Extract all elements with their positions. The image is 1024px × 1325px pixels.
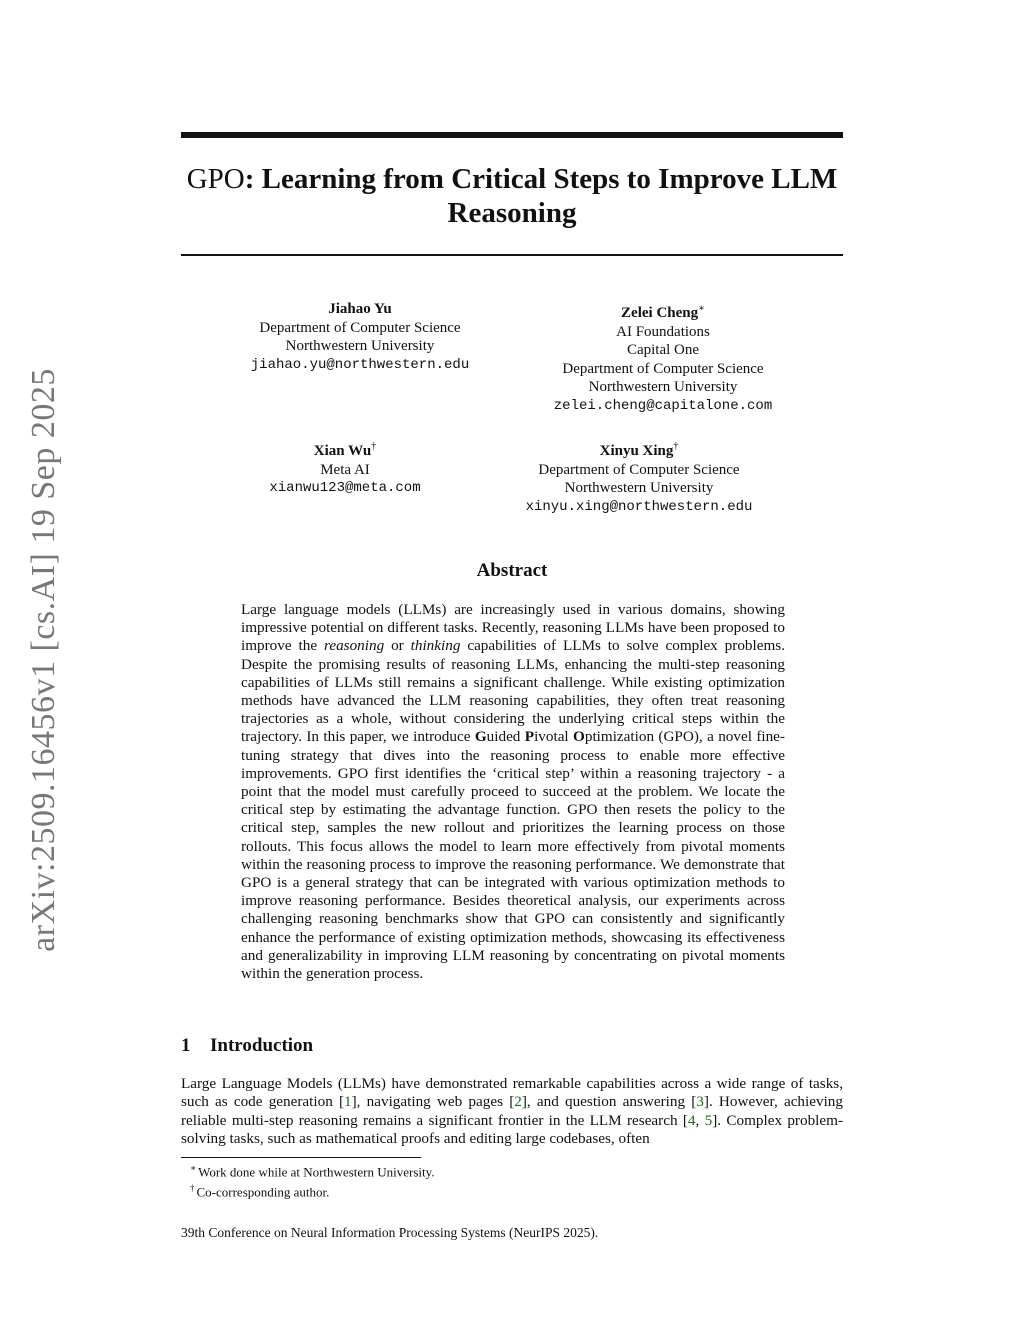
author-email[interactable]: xianwu123@meta.com: [269, 480, 421, 496]
title-rest: : Learning from Critical Steps to Improve LLM Reasoning: [244, 163, 838, 229]
intro-run: ]. Complex problem-solving tasks, such as mathematical proofs and editing large codebases, often: [181, 1111, 843, 1148]
section-number: 1: [181, 1035, 191, 1056]
venue-note: 39th Conference on Neural Information Processing Systems (NeurIPS 2025).: [181, 1225, 599, 1240]
intro-run: ,: [695, 1111, 705, 1129]
author-affiliation: AI Foundations: [616, 323, 710, 340]
author-name: Xian Wu: [313, 443, 372, 459]
author-block: [479, 438, 799, 516]
author-affiliation: Department of Computer Science: [538, 461, 740, 478]
abstract-run: uided: [486, 728, 525, 746]
acronym-letter: O: [573, 728, 585, 746]
author-mark: ∗: [698, 303, 705, 314]
author-mark: †: [673, 441, 679, 452]
citation-link[interactable]: 5: [704, 1111, 713, 1129]
author-affiliation: Department of Computer Science: [562, 360, 764, 377]
author-affiliation: Department of Computer Science: [259, 319, 461, 336]
abstract-heading: Abstract: [476, 560, 548, 581]
acronym-letter: G: [474, 728, 487, 746]
paper-title: [181, 162, 843, 230]
footnote-mark: †: [190, 1183, 195, 1194]
footnote-mark: ∗: [190, 1163, 197, 1173]
abstract-text: [241, 601, 785, 983]
abstract-run: ptimization (GPO), a novel fine-tuning strategy that dives into the reasoning process to enable more effective improvements. GPO first identifies the ‘critical step’ within a reasoning trajectory - a point that the model must carefully proceed to succeed at the problem. We locate the critical step by estimating the advantage function. GPO then resets the policy to the critical step, samples the new rollout and prioritizes the learning process on those rollouts. This focus allows the model to learn more effectively from pivotal moments within the reasoning process to improve the reasoning performance. We demonstrate that GPO is a general strategy that can be integrated with various optimization methods to improve reasoning performance. Besides theoretical analysis, our experiments across challenging reasoning benchmarks show that GPO can consistently and significantly enhance the performance of existing optimization methods, showcasing its effectiveness and generalizability in improving LLM reasoning by concentrating on pivotal moments within the generation process.: [241, 728, 785, 983]
intro-text: [181, 1075, 843, 1149]
intro-run: ], and question answering [: [521, 1093, 697, 1111]
author-email[interactable]: xinyu.xing@northwestern.edu: [525, 498, 753, 515]
intro-run: ]. However, achieving reliable multi-step reasoning remains a significant frontier in the LLM research [: [181, 1093, 843, 1129]
author-affiliation: Capital One: [626, 342, 700, 358]
citation-link[interactable]: 3: [696, 1093, 704, 1111]
author-email[interactable]: jiahao.yu@northwestern.edu: [250, 356, 470, 373]
citation-link[interactable]: 1: [344, 1093, 352, 1111]
abstract-emphasis: thinking: [410, 637, 461, 655]
intro-run: ], navigating web pages [: [351, 1093, 515, 1111]
author-name: Zelei Cheng: [621, 305, 699, 321]
abstract-run: or: [384, 637, 411, 655]
title-top-rule: [181, 132, 843, 138]
footnote-divider: [181, 1157, 421, 1158]
citation-link[interactable]: 4: [687, 1111, 696, 1129]
footnote: [190, 1180, 435, 1200]
footnote-text: Work done while at Northwestern University.: [198, 1164, 435, 1180]
footnote: [190, 1160, 435, 1180]
title-bottom-rule: [181, 254, 843, 256]
author-name: Jiahao Yu: [328, 301, 392, 317]
author-block: [503, 300, 823, 415]
intro-run: Large Language Models (LLMs) have demonstrated remarkable capabilities across a wide range of tasks, such as code generation [: [181, 1075, 843, 1111]
author-mark: †: [371, 441, 377, 452]
author-block: [200, 300, 520, 374]
citation-link[interactable]: 2: [514, 1093, 522, 1111]
author-affiliation: Meta AI: [320, 461, 370, 478]
section-title: Introduction: [210, 1035, 314, 1056]
footnotes: [190, 1160, 435, 1201]
section-heading: [181, 1035, 313, 1057]
abstract-run: Large language models (LLMs) are increasingly used in various domains, showing impressive potential on different tasks. Recently, reasoning LLMs have been proposed to improve the: [241, 601, 785, 655]
author-block: [185, 438, 505, 498]
author-email[interactable]: zelei.cheng@capitalone.com: [553, 397, 773, 414]
footnote-text: Co-corresponding author.: [196, 1184, 330, 1200]
author-affiliation: Northwestern University: [564, 480, 714, 496]
arxiv-identifier: arXiv:2509.16456v1 [cs.AI] 19 Sep 2025: [25, 368, 62, 952]
title-prefix: GPO: [186, 163, 245, 195]
abstract-run: ivotal: [534, 728, 574, 746]
author-affiliation: Northwestern University: [285, 338, 435, 354]
abstract-emphasis: reasoning: [323, 637, 385, 655]
author-affiliation: Northwestern University: [588, 379, 738, 395]
author-name: Xinyu Xing: [599, 443, 674, 459]
abstract-run: capabilities of LLMs to solve complex problems. Despite the promising results of reasoning LLMs, enhancing the multi-step reasoning capabilities of LLMs still remains a significant challenge. While existing optimization methods have advanced the LLM reasoning capabilities, they often treat reasoning trajectories as a whole, without considering the underlying critical steps within the trajectory. In this paper, we introduce: [241, 637, 786, 746]
acronym-letter: P: [524, 728, 535, 746]
